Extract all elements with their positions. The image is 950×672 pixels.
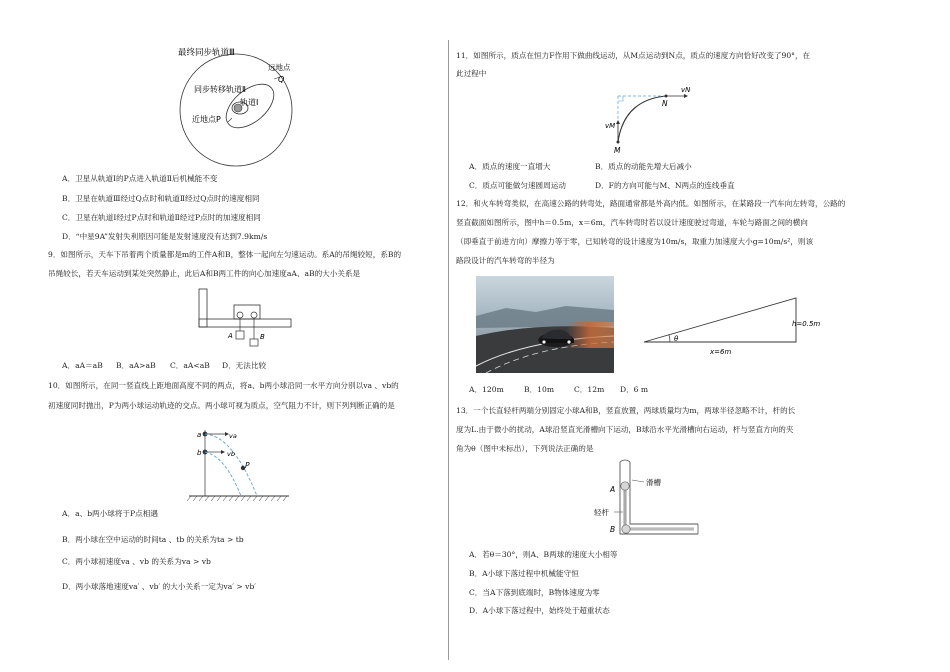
q12-option-a: A．120m (469, 385, 504, 394)
q9-option-a: A．aA＝aB (62, 361, 103, 370)
crane-figure (196, 287, 296, 347)
q12-stem-line3: （即垂直于前进方向）摩擦力等于零，已知转弯的设计速度为10m/s，取重力加速度大小g=10m/s²，则该 (456, 237, 814, 246)
proj-label-va: va (229, 432, 237, 440)
proj-label-a: a (197, 431, 202, 439)
q13-stem-line2: 度为L.由于微小的扰动，A球沿竖直光滑槽向下运动，B球沿水平光滑槽向右运动，杆与竖直方向的夹 (456, 425, 794, 434)
q11-option-d: D．F的方向可能与M、N两点的连线垂直 (595, 181, 735, 190)
label-near-point: 近地点P (192, 115, 221, 124)
q8-option-a: A．卫星从轨道Ⅰ的P点进入轨道Ⅱ后机械能不变 (62, 174, 218, 183)
q9-stem-line2: 吊绳较长，若天车运动到某处突然静止，此后A和B两工件的向心加速度aA、aB的大小关系是 (48, 269, 361, 278)
label-vn: vN (681, 86, 691, 94)
rod-label-groove: 滑槽 (646, 478, 661, 487)
q13-stem-line1: 13．一个长直轻杆两端分别固定小球A和B，竖直放置，两球质量均为m，两球半径忽略不计，杆的长 (456, 406, 796, 415)
rod-label-b: B (610, 525, 616, 534)
q10-option-d: D．两小球落地速度va′ 、vb′ 的大小关系一定为va′ > vb′ (62, 582, 257, 591)
orbit-title: 最终同步轨道Ⅲ (178, 48, 235, 58)
q10-option-c: C．两小球初速度va 、vb 的关系为va > vb (62, 557, 211, 566)
q13-option-d: D．A小球下落过程中，始终处于超重状态 (469, 606, 610, 615)
q9-stem-line1: 9．如图所示，天车下吊着两个质量都是m的工件A和B，整体一起向左匀速运动。系A的吊绳较短，系B的 (48, 250, 402, 259)
q12-option-d: D．6 m (620, 385, 649, 394)
q11-stem-line1: 11．如图所示，质点在恒力F作用下做曲线运动，从M点运动到N点，质点的速度方向恰好改变了90°，在 (456, 51, 811, 60)
q12-option-b: B．10m (524, 385, 555, 394)
q10-stem-line1: 10．如图所示，在同一竖直线上距地面高度不同的两点，将a、b两小球沿同一水平方向分别以va 、vb的 (48, 381, 399, 390)
rod-groove-figure (588, 458, 708, 542)
car-photo (476, 276, 614, 373)
label-q: Q (278, 75, 285, 84)
q12-option-c: C．12m (574, 385, 605, 394)
label-vm: vM (605, 122, 616, 130)
q12-stem-line2: 竖直截面如图所示，图中h＝0.5m，x＝6m，汽车转弯时若以设计速度驶过弯道，车轮与路面之间的横向 (456, 218, 808, 227)
road-cross-section (640, 294, 830, 356)
label-transfer-orbit: 同步转移轨道Ⅱ (194, 85, 246, 94)
q8-option-b: B．卫星在轨道Ⅲ经过Q点时和轨道Ⅱ经过Q点时的速度相同 (62, 194, 260, 203)
q8-option-c: C．卫星在轨道Ⅰ经过P点时和轨道Ⅱ经过P点时的加速度相同 (62, 213, 261, 222)
curve-motion-figure (598, 84, 702, 156)
q13-option-c: C．当A下落到底端时，B物体速度为零 (469, 588, 600, 597)
q10-option-a: A．a、b两小球将于P点相遇 (62, 509, 158, 518)
q9-option-d: D．无法比较 (222, 361, 267, 370)
label-n: N (662, 99, 668, 108)
q12-stem-line4: 路段设计的汽车转弯的半径为 (456, 256, 555, 265)
label-far-point: 远地点 (268, 63, 291, 72)
column-divider (448, 40, 449, 660)
q9-option-b: B．aA>aB (116, 361, 156, 370)
q13-stem-line3: 角为θ（图中未标出），下列说法正确的是 (456, 444, 594, 453)
q13-option-b: B．A小球下落过程中机械能守恒 (469, 569, 579, 578)
rod-label-a: A (610, 485, 616, 494)
crane-label-b: B (260, 333, 265, 341)
label-h: h=0.5m (792, 320, 821, 328)
proj-label-b: b (197, 449, 202, 457)
crane-label-a: A (228, 332, 233, 340)
q10-stem-line2: 初速度同时抛出，P为两小球运动轨迹的交点。两小球可视为质点，空气阻力不计，则下列判断正确的是 (48, 401, 395, 410)
label-theta: θ (674, 335, 679, 343)
label-m: M (614, 146, 621, 155)
q11-option-b: B．质点的动能先增大后减小 (595, 162, 692, 171)
q13-option-a: A．若θ＝30°，则A、B两球的速度大小相等 (469, 550, 618, 559)
projectile-figure (185, 422, 295, 502)
rod-label-rod: 轻杆 (594, 508, 609, 517)
q9-option-c: C．aA<aB (170, 361, 210, 370)
proj-label-p: P (245, 461, 250, 470)
q11-stem-line2: 此过程中 (456, 69, 487, 78)
label-x: x=6m (710, 348, 732, 356)
orbit-figure (170, 44, 310, 170)
q12-stem-line1: 12．和火车转弯类似，在高速公路的转弯处，路面通常都是外高内低。如图所示，在某路段一汽车向左转弯，公路的 (456, 199, 846, 208)
proj-label-vb: vb (227, 450, 235, 458)
q8-option-d: D．“中星9A”发射失利原因可能是发射速度没有达到7.9km/s (62, 232, 268, 241)
q11-option-a: A．质点的速度一直增大 (469, 162, 551, 171)
q11-option-c: C．质点可能做匀速圆周运动 (469, 181, 566, 190)
label-orbit-1: 轨道Ⅰ (240, 98, 259, 107)
q10-option-b: B．两小球在空中运动的时间ta 、tb 的关系为ta > tb (62, 535, 244, 544)
